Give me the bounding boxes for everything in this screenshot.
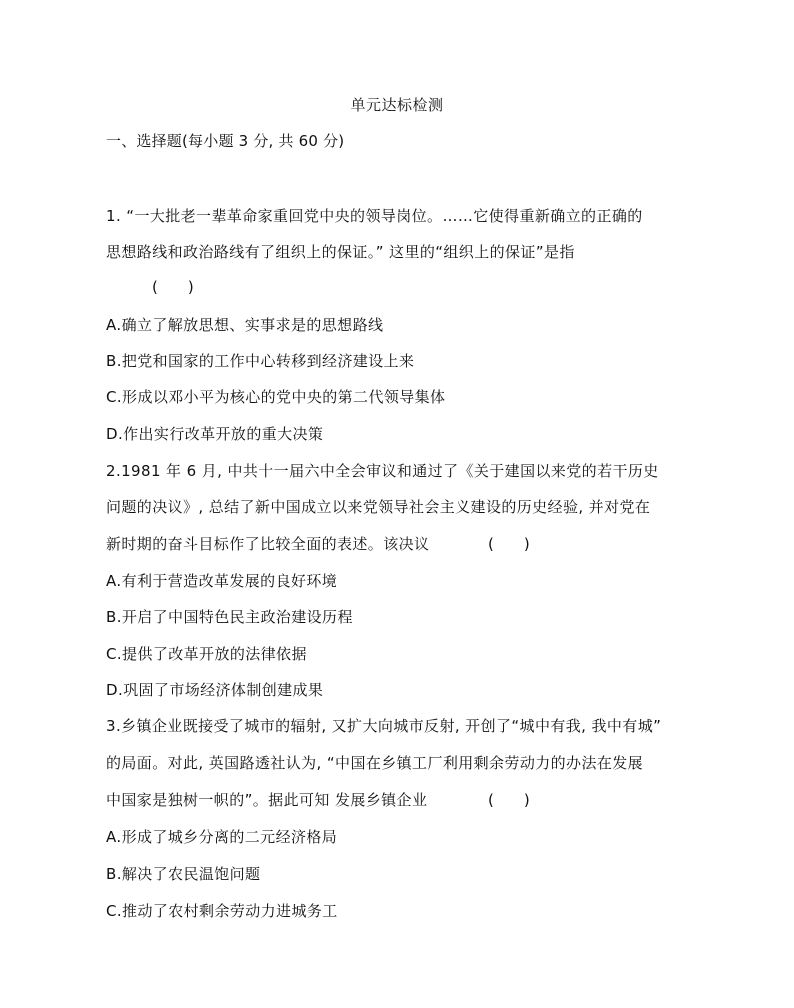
question-2-stem-line-1: 2.1981 年 6 月, 中共十一届六中全会审议和通过了《关于建国以来党的若干历史 bbox=[106, 462, 659, 480]
question-1-answer-blank: ( ) bbox=[152, 278, 194, 296]
question-2-option-b: B.开启了中国特色民主政治建设历程 bbox=[106, 608, 353, 626]
question-3-answer-blank: ( ) bbox=[488, 791, 530, 809]
question-3-stem-line-2: 的局面。对此, 英国路透社认为, “中国在乡镇工厂利用剩余劳动力的办法在发展 bbox=[106, 754, 644, 772]
question-3-stem-line-1: 3.乡镇企业既接受了城市的辐射, 又扩大向城市反射, 开创了“城中有我, 我中有城” bbox=[106, 717, 662, 735]
question-2-stem-line-2: 问题的决议》, 总结了新中国成立以来党领导社会主义建设的历史经验, 并对党在 bbox=[106, 498, 651, 516]
question-3-option-a: A.形成了城乡分离的二元经济格局 bbox=[106, 828, 338, 846]
question-1-stem-line-1: 1. “一大批老一辈革命家重回党中央的领导岗位。……它使得重新确立的正确的 bbox=[106, 207, 643, 225]
question-1-option-a: A.确立了解放思想、实事求是的思想路线 bbox=[106, 316, 384, 334]
question-1-stem-line-2: 思想路线和政治路线有了组织上的保证。” 这里的“组织上的保证”是指 bbox=[106, 243, 575, 261]
question-3-option-c: C.推动了农村剩余劳动力进城务工 bbox=[106, 902, 338, 920]
question-2-option-c: C.提供了改革开放的法律依据 bbox=[106, 645, 307, 663]
question-1-option-c: C.形成以邓小平为核心的党中央的第二代领导集体 bbox=[106, 388, 446, 406]
question-3-option-b: B.解决了农民温饱问题 bbox=[106, 865, 261, 883]
question-3-stem-line-3: 中国家是独树一帜的”。据此可知 发展乡镇企业 bbox=[106, 791, 428, 809]
question-2-stem-line-3: 新时期的奋斗目标作了比较全面的表述。该决议 bbox=[106, 535, 430, 553]
question-2-answer-blank: ( ) bbox=[488, 535, 530, 553]
question-1-option-d: D.作出实行改革开放的重大决策 bbox=[106, 425, 324, 443]
question-2-option-a: A.有利于营造改革发展的良好环境 bbox=[106, 572, 338, 590]
page-title: 单元达标检测 bbox=[350, 96, 444, 114]
question-1-option-b: B.把党和国家的工作中心转移到经济建设上来 bbox=[106, 352, 415, 370]
section-heading: 一、选择题(每小题 3 分, 共 60 分) bbox=[106, 132, 345, 150]
question-2-option-d: D.巩固了市场经济体制创建成果 bbox=[106, 681, 324, 699]
